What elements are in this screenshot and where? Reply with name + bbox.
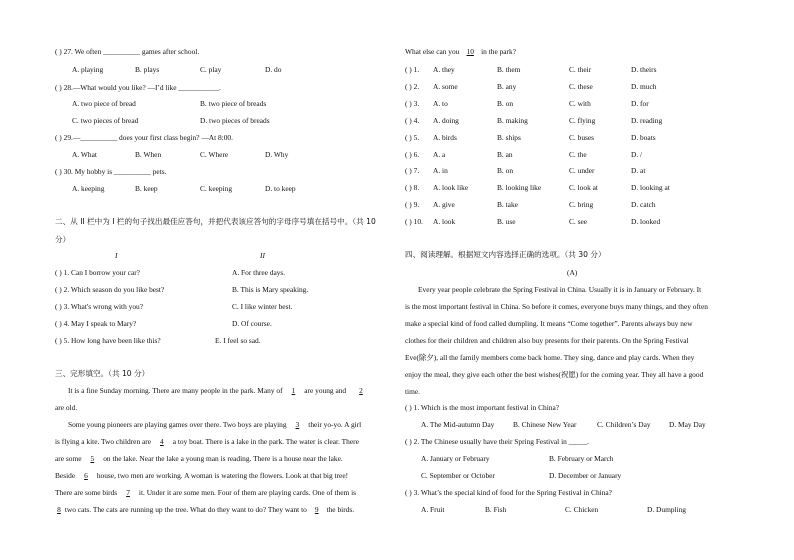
question-30: ( ) 30. My hobby is __________ pets. (55, 167, 167, 176)
cloze-option: C. under (569, 166, 595, 176)
cloze-blank-7: 7 (126, 488, 130, 497)
matching-answer: B. This is Mary speaking. (232, 285, 309, 294)
option: B. two piece of breads (200, 99, 267, 108)
cloze-option: C. look at (569, 183, 598, 193)
cloze-option: A. in (433, 166, 448, 176)
cloze-option: D. looked (631, 217, 661, 227)
matching-question: ( ) 5. How long have been like this? (55, 336, 161, 345)
cloze-blank-8: 8 (57, 505, 61, 514)
cloze-line-4: is flying a kite. Two children are 4 a toy boat. There is a lake in the park. The water is clear. There (55, 437, 359, 446)
option: C. keeping (200, 184, 233, 193)
option: A. What (72, 150, 97, 159)
cloze-option: A. birds (433, 132, 457, 142)
cloze-option: C. these (569, 81, 593, 91)
reading-question-2: ( ) 2. The Chinese usually have their Spring Festival in _____. (405, 437, 589, 446)
cloze-option: D. for (631, 98, 649, 108)
column-ii-label: II (260, 251, 265, 260)
option: A. The Mid-autumn Day (421, 420, 495, 429)
cloze-option: D. theirs (631, 65, 657, 74)
cloze-option: B. making (497, 115, 528, 125)
cloze-option: C. with (569, 98, 591, 108)
cloze-line-7: There are some birds 7 it. Under it are some men. Four of them are playing cards. One of them is (55, 488, 357, 497)
passage-line: is the most important festival in China. So before it comes, everyone buys many things, and they often (405, 302, 708, 311)
cloze-line-6: Beside 6 house, two men are working. A woman is watering the flowers. Look at that big tree! (55, 471, 349, 480)
cloze-option: D. / (631, 149, 643, 159)
section2-title: 二、从 II 栏中为 I 栏的句子找出最佳应答句，并把代表该应答句的字母序号填在括号中。（共 10 (55, 217, 376, 226)
cloze-option: C. buses (569, 132, 595, 142)
option: C. Children’s Day (597, 420, 651, 429)
matching-question: ( ) 2. Which season do you like best? (55, 285, 165, 294)
cloze-line-3: Some young pioneers are playing games over there. Two boys are playing 3 their yo-yo. A girl (68, 420, 362, 429)
option: D. May Day (669, 420, 706, 429)
cloze-blank-6: 6 (84, 471, 88, 480)
cloze-option: A. give (433, 200, 455, 210)
cloze-blank-9: 9 (314, 505, 319, 514)
cloze-option: B. take (497, 200, 518, 210)
option: B. Chinese New Year (513, 420, 577, 429)
section3-title: 三、完形填空。（共 10 分） (55, 369, 150, 378)
matching-answer: A. For three days. (232, 268, 286, 277)
passage-line: Every year people celebrate the Spring Festival in China. Usually it is in January or February. It (418, 285, 702, 294)
passage-line: Eve(除夕), all the family members come back home. They sing, dance and play cards. When they (405, 353, 695, 362)
cloze-option: B. them (497, 65, 521, 74)
cloze-option: C. flying (569, 115, 596, 125)
cloze-option-number: ( ) 2. (405, 81, 420, 91)
matching-answer: D. Of course. (232, 319, 272, 328)
cloze-option: D. much (631, 81, 657, 91)
cloze-option-number: ( ) 7. (405, 166, 420, 176)
option: D. Dumpling (647, 505, 687, 514)
matching-question: ( ) 4. May I speak to Mary? (55, 319, 137, 328)
cloze-option: A. look (433, 217, 456, 227)
cloze-line-2: are old. (55, 403, 78, 412)
option: D. Why (265, 150, 289, 159)
cloze-blank-4: 4 (160, 437, 164, 446)
cloze-line-8: 8 two cats. The cats are running up the tree. What do they want to do? They want to 9 the birds. (55, 506, 354, 513)
option: C. two pieces of bread (72, 116, 139, 125)
option: C. Chicken (565, 505, 599, 514)
cloze-option: B. ships (497, 132, 521, 142)
cloze-option: A. they (433, 65, 455, 74)
question-27: ( ) 27. We often __________ games after school. (55, 47, 200, 56)
cloze-option: D. at (631, 166, 646, 176)
option: A. two piece of bread (72, 99, 136, 108)
option: D. December or January (549, 471, 622, 480)
cloze-line-1: It is a fine Sunday morning. There are many people in the park. Many of 1 are young and (68, 386, 347, 395)
option: A. keeping (72, 184, 105, 193)
cloze-option: A. to (433, 98, 448, 108)
cloze-option-number: ( ) 9. (405, 200, 420, 210)
cloze-option: B. looking like (497, 183, 542, 193)
option: A. playing (72, 65, 104, 74)
cloze-option-number: ( ) 10. (405, 217, 423, 227)
reading-question-1: ( ) 1. Which is the most important festival in China? (405, 403, 560, 412)
cloze-option-number: ( ) 3. (405, 98, 420, 108)
cloze-option: A. some (433, 81, 458, 91)
option: A. January or February (421, 454, 490, 463)
option: C. September or October (421, 471, 495, 480)
cloze-option: B. on (497, 98, 514, 108)
cloze-line-9: What else can you 10 in the park? (405, 47, 516, 56)
cloze-option: C. bring (569, 200, 594, 210)
option: C. play (200, 65, 222, 74)
cloze-blank-3: 3 (295, 420, 300, 429)
cloze-option: D. looking at (631, 183, 670, 193)
section2-title-cont: 分） (55, 235, 71, 244)
option: B. Fish (485, 505, 507, 514)
option: D. two pieces of breads (200, 116, 270, 125)
option: D. do (265, 65, 282, 74)
cloze-option: B. on (497, 166, 514, 176)
cloze-option: C. see (569, 217, 588, 227)
cloze-option: B. use (497, 217, 516, 227)
passage-line: clothes for their children and children also buy presents for their parents. On the Spring Festival (405, 336, 689, 345)
cloze-option-number: ( ) 8. (405, 183, 420, 193)
cloze-option: D. catch (631, 200, 656, 210)
option: D. to keep (265, 184, 296, 193)
option: A. Fruit (421, 505, 445, 514)
cloze-option: C. their (569, 65, 592, 74)
passage-line: time. (405, 387, 420, 396)
cloze-option-number: ( ) 5. (405, 132, 420, 142)
option: B. plays (135, 65, 160, 74)
cloze-blank-10: 10 (466, 47, 474, 56)
cloze-option: D. boats (631, 132, 656, 142)
cloze-option: A. a (433, 149, 446, 159)
cloze-blank-1: 1 (291, 386, 296, 395)
cloze-option: C. the (569, 149, 587, 159)
cloze-option-number: ( ) 6. (405, 149, 420, 159)
passage-line: make a special kind of food called dumpling. It means “Come together”. Parents always buy new (405, 319, 693, 328)
cloze-option-number: ( ) 4. (405, 115, 420, 125)
column-i-label: I (115, 251, 118, 260)
cloze-option-number: ( ) 1. (405, 65, 420, 74)
option: B. When (135, 150, 162, 159)
cloze-blank-5: 5 (90, 454, 95, 463)
cloze-blank-2: 2 (359, 386, 363, 395)
reading-question-3: ( ) 3. What’s the special kind of food for the Spring Festival in China? (405, 488, 612, 497)
matching-question: ( ) 1. Can I borrow your car? (55, 268, 140, 277)
passage-line: enjoy the meal, they give each other the best wishes(祝愿) for the coming year. They all have a good (405, 370, 704, 379)
matching-question: ( ) 3. What's wrong with you? (55, 302, 144, 311)
passage-label: (A) (567, 268, 578, 277)
cloze-option: D. reading (631, 115, 663, 125)
cloze-option: A. look like (433, 183, 469, 193)
cloze-line-5: are some 5 on the lake. Near the lake a young man is reading. There is a house near the lake. (55, 454, 343, 463)
matching-answer: C. I like winter best. (232, 302, 293, 311)
question-29: ( ) 29.—__________ does your first class begin? —At 8:00. (55, 133, 233, 142)
option: B. February or March (549, 454, 614, 463)
option: C. Where (200, 150, 229, 159)
question-28: ( ) 28.—What would you like? —I’d like ___________. (55, 83, 221, 92)
cloze-option: B. an (497, 149, 513, 159)
option: B. keep (135, 184, 158, 193)
cloze-option: B. any (497, 81, 517, 91)
cloze-option: A. doing (433, 115, 459, 125)
section4-title: 四、阅读理解。根据短文内容选择正确的选项。（共 30 分） (405, 250, 606, 259)
matching-answer: E. I feel so sad. (215, 336, 261, 345)
